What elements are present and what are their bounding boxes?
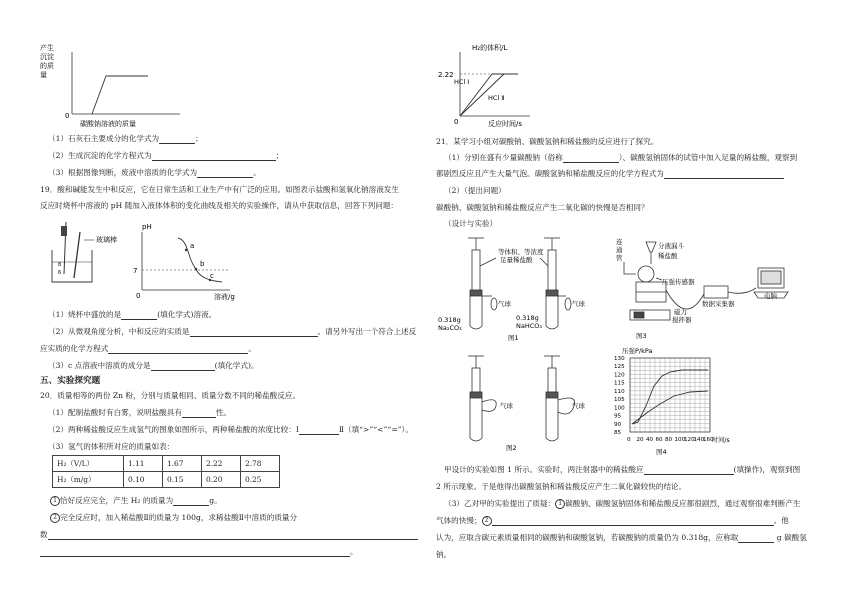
fig3-computer-label: 电脑 — [764, 292, 777, 300]
q21-p4a: 气体的快慢； — [436, 516, 482, 525]
q20-c1: 1 — [50, 496, 60, 506]
q20-blank-3[interactable] — [173, 497, 209, 506]
svg-text:6: 6 — [58, 270, 62, 276]
q21-p5a: 认为，应取含碳元素质量相同的碳酸钠和碳酸氢钠，若碳酸钠的质量仍为 0.318g，应称取 — [436, 533, 739, 542]
q19-blank-4[interactable] — [151, 362, 215, 371]
section-heading: 五、实验探究题 — [40, 376, 101, 386]
q20-graph-ylabel: H₂的体积/L — [472, 44, 508, 52]
q18-curve — [92, 76, 148, 114]
fig1-mass-2: 0.318g — [516, 314, 539, 322]
q20-c1b: g。 — [209, 496, 222, 505]
q20-s1b: 性。 — [215, 408, 232, 417]
q20-blank-4[interactable] — [48, 531, 418, 540]
table-cell: 0.15 — [163, 472, 202, 488]
q18-ylabel-2: 沉淀 — [40, 53, 54, 61]
q20-blank-5[interactable] — [40, 548, 350, 557]
fig4-ytick: 95 — [614, 413, 622, 420]
q20-c2b: 数 — [40, 530, 48, 539]
fig3-tube-2: 通 — [616, 246, 623, 254]
fig3-stirrer-1: 磁力 — [674, 308, 687, 316]
q20-graph-origin: 0 — [454, 118, 459, 126]
table-cell: 0.10 — [124, 472, 163, 488]
fig4-xtick: 140 — [693, 437, 705, 443]
fig2-balloon-label-2: 气球 — [572, 402, 585, 410]
fig1-label-2: 足量稀盐酸 — [500, 256, 533, 264]
q19-stem-2: 反应时烧杯中溶液的 pH 随加入液体体积的变化曲线及相关的实验操作，请从中获取信息，回答下列问题： — [40, 201, 399, 210]
table-cell: 0.20 — [202, 472, 241, 488]
fig2-balloon-label-1: 气球 — [500, 402, 513, 410]
fig2-apparatus — [440, 352, 600, 452]
fig4-ytick: 100 — [614, 405, 625, 412]
q19-s3b: (填化学式)。 — [214, 361, 259, 370]
table-cell: 2.22 — [202, 456, 241, 472]
hcl2-label: HCl Ⅱ — [488, 94, 505, 102]
q19-rod-label: 玻璃棒 — [96, 236, 117, 244]
fig1-caption: 图1 — [508, 334, 519, 342]
q18-origin: 0 — [65, 112, 70, 120]
q21-s1a: （1）分别在盛有少量碳酸钠（俗称 — [444, 153, 563, 162]
q20-s2a: （2）两种稀盐酸反应生成氢气的图象如图所示，两种稀盐酸的浓度比较：Ⅰ — [48, 425, 299, 434]
q21-design: （设计与实验） — [444, 219, 498, 228]
q19-seven: 7 — [133, 267, 138, 275]
fig4-xtick: 100 — [674, 437, 686, 443]
q18-s1-end: ； — [195, 134, 203, 143]
q18-s3-end: 。 — [253, 168, 261, 177]
fig4-xunit: 时间/s — [712, 437, 730, 444]
fig4-xtick: 20 — [636, 437, 644, 443]
fig4-ytick: 105 — [614, 397, 625, 404]
fig4-xtick: 60 — [655, 437, 663, 443]
q19-xlabel: 溶液/g — [214, 293, 235, 301]
table-cell: 0.25 — [241, 472, 280, 488]
fig4-xtick: 120 — [684, 437, 695, 443]
q19-point-b: b — [200, 260, 205, 268]
q18-s1: （1）石灰石主要成分的化学式为 — [48, 134, 160, 143]
q18-ylabel-1: 产生 — [40, 44, 54, 52]
q19-blank-1[interactable] — [121, 311, 157, 320]
q20-blank-2[interactable] — [299, 426, 339, 435]
q18-ylabel-3: 的质 — [40, 62, 54, 70]
fig3-funnel-label: 分液漏斗 — [658, 242, 684, 250]
q18-s2-end: ； — [275, 151, 284, 160]
q21-s2: （2）（提出问题） — [444, 186, 506, 195]
q21-p1b: (填操作)，观察到图 — [733, 465, 801, 474]
fig4-ytick: 115 — [614, 380, 625, 387]
q18-s2: （2）生成沉淀的化学方程式为 — [48, 151, 152, 160]
q19-point-c: c — [210, 272, 214, 280]
q19-s2b: 。请另外写出一个符合上述反 — [317, 327, 417, 336]
hcl1-label: HCl Ⅰ — [454, 78, 470, 86]
q19-s2c: 应实质的化学方程式 — [40, 344, 109, 353]
q21-question: 碳酸钠、碳酸氢钠和稀盐酸反应产生二氧化碳的快慢是否相同？ — [436, 203, 649, 212]
q19-blank-2[interactable] — [190, 328, 318, 337]
q21-p4b: 。他 — [773, 516, 789, 525]
table-cell: 2.78 — [241, 456, 280, 472]
table-cell: 1.67 — [163, 456, 202, 472]
fig3-tube-1: 连 — [616, 238, 623, 246]
fig3-caption: 图3 — [636, 332, 647, 340]
fig1-sub-2: NaHCO₃ — [516, 322, 542, 330]
fig4-ylabel: 压强P/kPa — [622, 347, 653, 355]
q18-xlabel: 碳酸钠溶液的质量 — [80, 120, 136, 128]
fig3-stirrer-2: 搅拌器 — [672, 316, 692, 324]
fig4-ytick: 90 — [614, 421, 622, 428]
fig1-apparatus — [440, 234, 600, 342]
q20-graph-value: 2.22 — [438, 71, 454, 79]
q21-s1c: 都剧烈反应且产生大量气泡。碳酸氢钠和稀盐酸反应的化学方程式为 — [436, 169, 664, 178]
fig1-label-1: 等体积、等浓度 — [498, 248, 544, 256]
q19-s2d: 。 — [248, 344, 256, 353]
fig3-acid-label: 稀盐酸 — [658, 252, 678, 260]
table-cell: 1.11 — [124, 456, 163, 472]
q18-blank-1[interactable] — [159, 135, 195, 144]
q20-c2a: 完全反应时，加入稀盐酸Ⅱ的质量为 100g，求稀盐酸Ⅱ中溶质的质量分 — [60, 513, 298, 522]
q21-s1b: ）、碳酸氢钠固体的试管中加入足量的稀盐酸，观察到 — [618, 153, 798, 162]
q21-blank-4[interactable] — [492, 517, 774, 526]
q20-s1a: （1）配制盐酸时有白雾，说明盐酸具有 — [48, 408, 182, 417]
fig4-xtick: 160 — [703, 437, 714, 443]
q20-c1a: 恰好反应完全，产生 H₂ 的质量为 — [60, 496, 174, 505]
q19-ph-graph — [130, 218, 250, 304]
fig4-xtick: 80 — [665, 437, 673, 443]
fig3-sensor-label: 压强传感器 — [662, 278, 695, 286]
q18-ylabel-4: 量 — [40, 71, 47, 79]
q19-stem-1: 19．酸和碱能发生中和反应，它在日常生活和工业生产中有广泛的应用。如图表示盐酸和氢氧化钠溶液发生 — [40, 185, 399, 194]
svg-text:8: 8 — [58, 262, 62, 268]
q21-blank-3[interactable] — [644, 466, 734, 475]
fig3-collector-label: 数据采集器 — [702, 300, 735, 308]
fig1-mass-1: 0.318g — [438, 316, 461, 324]
table-cell: H₂（V/L） — [53, 456, 124, 472]
fig4-xtick: 0 — [627, 437, 631, 443]
q21-p6: 钠。 — [436, 550, 452, 559]
fig4-caption: 图4 — [656, 448, 667, 456]
q18-blank-2[interactable] — [152, 152, 276, 161]
q19-s2a: （2）从微观角度分析，中和反应的实质是 — [48, 327, 190, 336]
q21-p2: 2 所示现象。于是他得出碳酸氢钠和稀盐酸反应产生二氧化碳较快的结论。 — [436, 482, 687, 491]
q18-s3: （3）根据图像判断，废液中溶质的化学式为 — [48, 168, 198, 177]
q19-s3a: （3）c 点溶液中溶质的成分是 — [48, 361, 151, 370]
fig2-caption: 图2 — [506, 444, 517, 452]
q21-p3b: 碳酸钠、碳酸氢钠固体和稀盐酸反应都很剧烈，通过观察很难判断产生 — [565, 499, 801, 508]
q20-stem: 20．质量相等的两份 Zn 粉，分别与质量相同、质量分数不同的稀盐酸反应。 — [40, 391, 301, 400]
q19-s1b: (填化学式)溶液。 — [157, 310, 217, 319]
fig4-ytick: 125 — [614, 364, 625, 371]
q21-blank-2[interactable] — [664, 170, 784, 179]
q18-blank-3[interactable] — [197, 169, 253, 178]
q21-stem: 21．某学习小组对碳酸钠、碳酸氢钠和稀盐酸的反应进行了探究。 — [436, 137, 659, 146]
q20-s2b: Ⅱ（填“>”“<”“=”）。 — [338, 425, 413, 434]
q21-p5b: g 碳酸氢 — [774, 533, 807, 542]
fig3-tube-3: 管 — [616, 254, 623, 262]
q20-graph-xlabel: 反应时间/s — [488, 120, 523, 128]
q19-point-a: a — [190, 242, 195, 250]
table-row — [53, 456, 280, 472]
table-row — [53, 472, 280, 488]
q20-h2-graph — [440, 40, 560, 130]
q19-s1a: （1）烧杯中盛放的是 — [48, 310, 122, 319]
fig4-ytick: 120 — [614, 372, 625, 379]
fig1-balloon-label-1: 气球 — [498, 300, 511, 308]
q19-origin: 0 — [136, 292, 141, 300]
q21-blank-5[interactable] — [738, 534, 774, 543]
fig4-ytick: 130 — [614, 356, 625, 362]
q19-ph-ylabel: pH — [142, 223, 152, 231]
fig4-ytick: 85 — [614, 430, 622, 436]
q18-precipitate-graph — [40, 42, 200, 132]
q21-circ-1: 1 — [555, 499, 565, 509]
fig4-pressure-chart — [608, 346, 738, 460]
q21-blank-1[interactable] — [563, 154, 619, 163]
q19-blank-3[interactable] — [108, 345, 248, 354]
q21-circ-2: 2 — [482, 516, 492, 526]
fig4-xtick: 40 — [646, 437, 654, 443]
q20-c2c: 。 — [350, 547, 358, 556]
h2-table — [52, 455, 280, 488]
fig1-balloon-label-2: 气球 — [572, 300, 585, 308]
q20-blank-1[interactable] — [182, 409, 216, 418]
fig4-ytick: 110 — [614, 388, 625, 395]
table-cell: H₂（m/g） — [53, 472, 124, 488]
q21-p3a: （3）乙对甲的实验提出了质疑： — [444, 499, 556, 508]
q20-c2: 2 — [50, 513, 60, 523]
q21-p1a: 甲设计的实验如图 1 所示。实验时，两注射器中的稀盐酸应 — [444, 465, 644, 474]
fig3-apparatus — [616, 234, 836, 342]
q20-s3: （3）氢气的体积所对应的质量如表： — [48, 442, 175, 451]
fig1-sub-1: Na₂CO₃ — [438, 324, 462, 332]
